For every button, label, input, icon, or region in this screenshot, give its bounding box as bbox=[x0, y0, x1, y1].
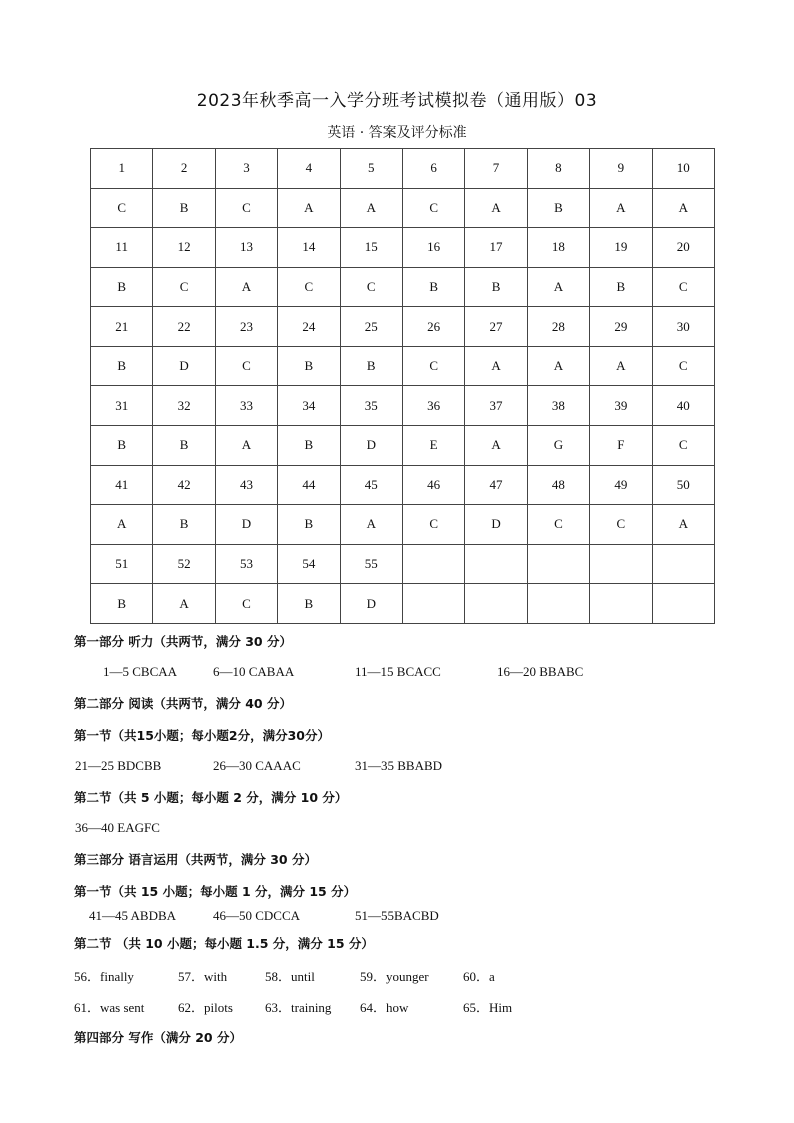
answer-cell: C bbox=[215, 346, 277, 386]
answer-cell: C bbox=[402, 346, 464, 386]
question-number-cell: 24 bbox=[278, 307, 340, 347]
answer-group: 26—30 CAAAC bbox=[213, 758, 301, 773]
answer-cell: C bbox=[278, 267, 340, 307]
answer-item: 57．with bbox=[178, 969, 228, 984]
answer-cell: D bbox=[153, 346, 215, 386]
answer-cell bbox=[402, 584, 464, 624]
part4-heading: 第四部分 写作（满分 20 分） bbox=[74, 1030, 242, 1045]
answer-cell bbox=[652, 584, 714, 624]
question-number-cell: 38 bbox=[527, 386, 589, 426]
answer-cell: B bbox=[590, 267, 652, 307]
answer-group: 36—40 EAGFC bbox=[75, 820, 160, 835]
answer-cell: B bbox=[91, 584, 153, 624]
answer-item: 56．finally bbox=[74, 969, 134, 984]
part3-section2-heading: 第二节 （共 10 小题；每小题 1.5 分，满分 15 分） bbox=[74, 936, 374, 951]
question-number-cell: 6 bbox=[402, 149, 464, 189]
answer-cell: B bbox=[278, 426, 340, 466]
document-title: 2023年秋季高一入学分班考试模拟卷（通用版）03 bbox=[196, 91, 598, 111]
answer-cell: B bbox=[153, 188, 215, 228]
question-number-cell: 11 bbox=[91, 228, 153, 268]
part2-section1-heading: 第一节（共15小题；每小题2分，满分30分） bbox=[74, 728, 330, 743]
question-number-cell bbox=[652, 544, 714, 584]
question-number-cell: 18 bbox=[527, 228, 589, 268]
answer-cell: G bbox=[527, 426, 589, 466]
answer-cell: B bbox=[402, 267, 464, 307]
question-number-cell: 46 bbox=[402, 465, 464, 505]
question-number-cell: 51 bbox=[91, 544, 153, 584]
question-number-cell: 20 bbox=[652, 228, 714, 268]
answer-cell bbox=[465, 584, 527, 624]
question-number-cell: 29 bbox=[590, 307, 652, 347]
answer-cell: C bbox=[215, 584, 277, 624]
question-number-cell: 54 bbox=[278, 544, 340, 584]
question-number-cell: 43 bbox=[215, 465, 277, 505]
answer-cell: B bbox=[278, 584, 340, 624]
question-number-cell: 47 bbox=[465, 465, 527, 505]
answer-cell: F bbox=[590, 426, 652, 466]
answer-cell: A bbox=[527, 346, 589, 386]
question-number-row bbox=[91, 386, 715, 426]
answer-cell: A bbox=[590, 188, 652, 228]
answer-cell: C bbox=[527, 505, 589, 545]
question-number-cell: 32 bbox=[153, 386, 215, 426]
answer-item: 60．a bbox=[463, 969, 495, 984]
question-number-cell: 14 bbox=[278, 228, 340, 268]
answer-group: 41—45 ABDBA bbox=[89, 908, 177, 923]
question-number-cell: 4 bbox=[278, 149, 340, 189]
answer-group: 16—20 BBABC bbox=[497, 664, 584, 679]
answer-cell: C bbox=[340, 267, 402, 307]
answer-cell: A bbox=[340, 188, 402, 228]
question-number-cell: 44 bbox=[278, 465, 340, 505]
question-number-cell: 16 bbox=[402, 228, 464, 268]
question-number-cell bbox=[527, 544, 589, 584]
answer-item: 64．how bbox=[360, 1000, 409, 1015]
answer-cell: C bbox=[215, 188, 277, 228]
question-number-cell: 26 bbox=[402, 307, 464, 347]
answer-cell bbox=[590, 584, 652, 624]
answer-group: 1—5 CBCAA bbox=[103, 664, 178, 679]
question-number-row bbox=[91, 465, 715, 505]
answer-cell: C bbox=[402, 188, 464, 228]
answer-group: 6—10 CABAA bbox=[213, 664, 295, 679]
question-number-cell: 28 bbox=[527, 307, 589, 347]
part1-heading: 第一部分 听力（共两节，满分 30 分） bbox=[74, 634, 292, 649]
answer-cell: B bbox=[527, 188, 589, 228]
question-number-cell: 39 bbox=[590, 386, 652, 426]
question-number-cell: 52 bbox=[153, 544, 215, 584]
question-number-cell: 41 bbox=[91, 465, 153, 505]
question-number-cell: 7 bbox=[465, 149, 527, 189]
question-number-row bbox=[91, 149, 715, 189]
question-number-cell: 34 bbox=[278, 386, 340, 426]
question-number-cell: 10 bbox=[652, 149, 714, 189]
answer-row bbox=[91, 584, 715, 624]
answer-item: 65．Him bbox=[463, 1000, 513, 1015]
answer-cell: C bbox=[153, 267, 215, 307]
question-number-cell: 36 bbox=[402, 386, 464, 426]
question-number-row bbox=[91, 228, 715, 268]
answer-group: 51—55BACBD bbox=[355, 908, 439, 923]
question-number-cell: 35 bbox=[340, 386, 402, 426]
answer-item: 62．pilots bbox=[178, 1000, 233, 1015]
answer-cell: C bbox=[652, 346, 714, 386]
question-number-cell: 21 bbox=[91, 307, 153, 347]
question-number-cell: 13 bbox=[215, 228, 277, 268]
question-number-row bbox=[91, 307, 715, 347]
answer-cell: A bbox=[340, 505, 402, 545]
answer-row bbox=[91, 188, 715, 228]
answer-cell: A bbox=[527, 267, 589, 307]
question-number-cell: 30 bbox=[652, 307, 714, 347]
answer-item: 58．until bbox=[265, 969, 315, 984]
part2-heading: 第二部分 阅读（共两节，满分 40 分） bbox=[74, 696, 292, 711]
answer-cell: B bbox=[91, 426, 153, 466]
question-number-cell: 17 bbox=[465, 228, 527, 268]
part3-heading: 第三部分 语言运用（共两节，满分 30 分） bbox=[74, 852, 317, 867]
answer-row bbox=[91, 346, 715, 386]
answer-cell: A bbox=[153, 584, 215, 624]
question-number-cell: 12 bbox=[153, 228, 215, 268]
question-number-cell: 9 bbox=[590, 149, 652, 189]
answer-cell: B bbox=[278, 346, 340, 386]
answer-cell: B bbox=[91, 346, 153, 386]
answer-cell: C bbox=[652, 426, 714, 466]
answer-cell: C bbox=[91, 188, 153, 228]
answer-group: 21—25 BDCBB bbox=[75, 758, 162, 773]
answer-group: 11—15 BCACC bbox=[355, 664, 441, 679]
question-number-cell bbox=[590, 544, 652, 584]
question-number-cell: 37 bbox=[465, 386, 527, 426]
answer-table bbox=[90, 148, 715, 624]
question-number-cell: 45 bbox=[340, 465, 402, 505]
question-number-cell: 55 bbox=[340, 544, 402, 584]
answer-group: 31—35 BBABD bbox=[355, 758, 443, 773]
answer-cell: B bbox=[91, 267, 153, 307]
answer-item: 59．younger bbox=[360, 969, 429, 984]
answer-cell: B bbox=[278, 505, 340, 545]
answer-cell: C bbox=[402, 505, 464, 545]
answer-cell: D bbox=[215, 505, 277, 545]
answer-cell: D bbox=[340, 426, 402, 466]
answer-cell bbox=[527, 584, 589, 624]
question-number-cell bbox=[402, 544, 464, 584]
question-number-cell: 27 bbox=[465, 307, 527, 347]
question-number-cell: 42 bbox=[153, 465, 215, 505]
answer-cell: A bbox=[215, 267, 277, 307]
question-number-cell: 23 bbox=[215, 307, 277, 347]
answer-cell: B bbox=[153, 505, 215, 545]
question-number-cell: 48 bbox=[527, 465, 589, 505]
question-number-cell: 19 bbox=[590, 228, 652, 268]
question-number-cell: 8 bbox=[527, 149, 589, 189]
answer-cell: A bbox=[652, 505, 714, 545]
question-number-row bbox=[91, 544, 715, 584]
answer-cell: A bbox=[465, 188, 527, 228]
answer-cell: A bbox=[215, 426, 277, 466]
question-number-cell: 40 bbox=[652, 386, 714, 426]
answer-cell: D bbox=[340, 584, 402, 624]
answer-cell: A bbox=[91, 505, 153, 545]
question-number-cell: 33 bbox=[215, 386, 277, 426]
question-number-cell: 50 bbox=[652, 465, 714, 505]
document-subtitle: 英语 · 答案及评分标准 bbox=[327, 125, 467, 141]
answer-item: 63．training bbox=[265, 1000, 332, 1015]
question-number-cell bbox=[465, 544, 527, 584]
question-number-cell: 22 bbox=[153, 307, 215, 347]
question-number-cell: 5 bbox=[340, 149, 402, 189]
answer-cell: A bbox=[590, 346, 652, 386]
answer-row bbox=[91, 426, 715, 466]
answer-cell: A bbox=[465, 426, 527, 466]
answer-cell: D bbox=[465, 505, 527, 545]
answer-cell: A bbox=[465, 346, 527, 386]
answer-cell: C bbox=[590, 505, 652, 545]
question-number-cell: 1 bbox=[91, 149, 153, 189]
answer-cell: B bbox=[465, 267, 527, 307]
question-number-cell: 31 bbox=[91, 386, 153, 426]
answer-row bbox=[91, 505, 715, 545]
answer-cell: A bbox=[278, 188, 340, 228]
answer-cell: B bbox=[340, 346, 402, 386]
question-number-cell: 3 bbox=[215, 149, 277, 189]
answer-cell: B bbox=[153, 426, 215, 466]
part2-section2-heading: 第二节（共 5 小题；每小题 2 分，满分 10 分） bbox=[74, 790, 348, 805]
answer-group: 46—50 CDCCA bbox=[213, 908, 301, 923]
question-number-cell: 53 bbox=[215, 544, 277, 584]
question-number-cell: 2 bbox=[153, 149, 215, 189]
answer-row bbox=[91, 267, 715, 307]
answer-cell: C bbox=[652, 267, 714, 307]
answer-cell: E bbox=[402, 426, 464, 466]
answer-cell: A bbox=[652, 188, 714, 228]
part3-section1-heading: 第一节（共 15 小题；每小题 1 分，满分 15 分） bbox=[74, 884, 357, 899]
question-number-cell: 15 bbox=[340, 228, 402, 268]
answer-item: 61．was sent bbox=[74, 1000, 145, 1015]
question-number-cell: 49 bbox=[590, 465, 652, 505]
question-number-cell: 25 bbox=[340, 307, 402, 347]
